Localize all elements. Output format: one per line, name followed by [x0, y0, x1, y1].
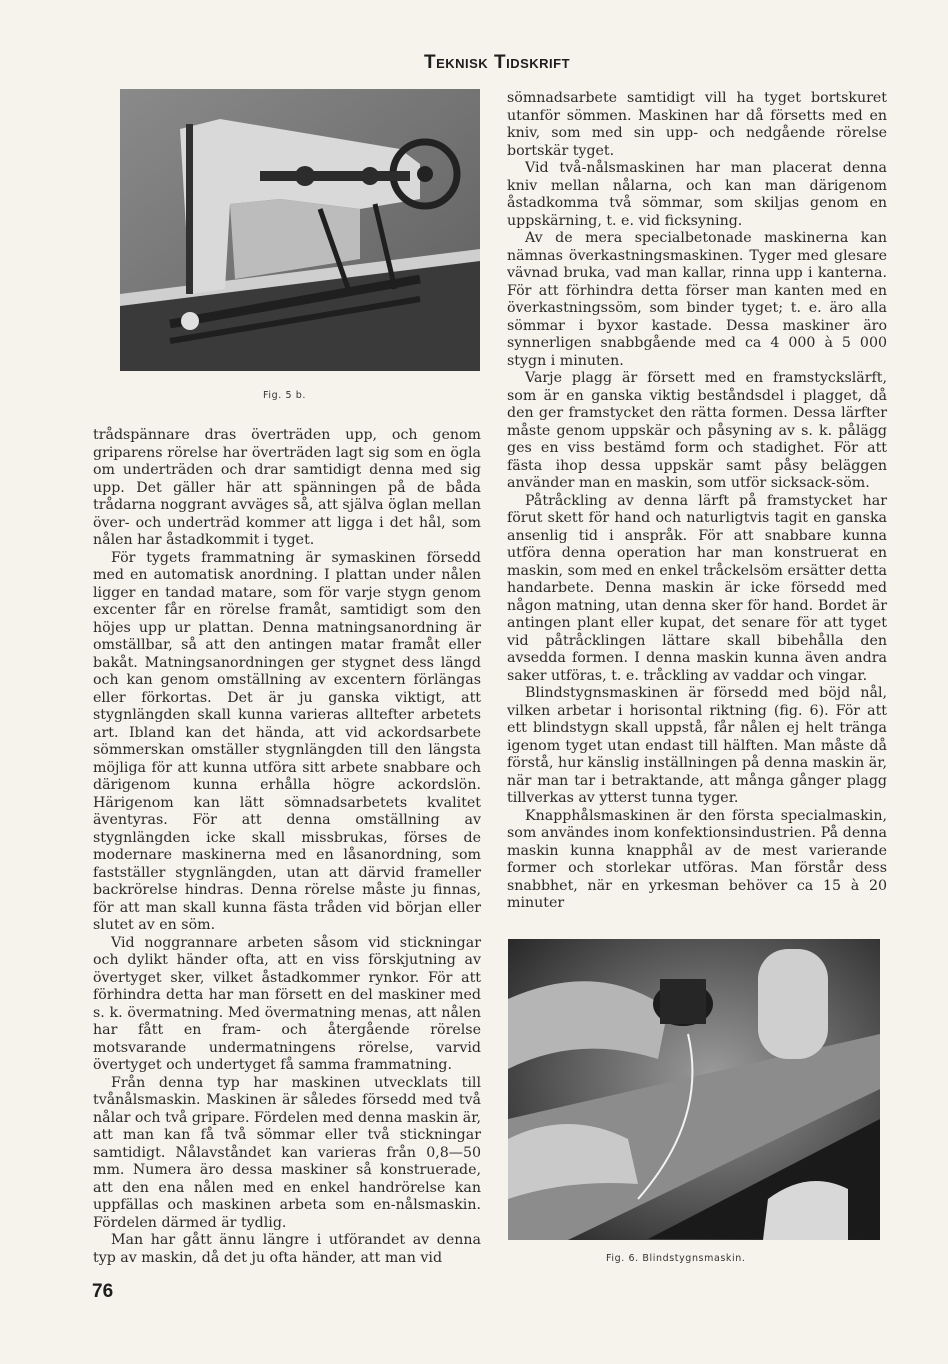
left-text-column — [93, 427, 481, 1267]
blindstitch-machine-illustration — [508, 939, 880, 1240]
page-number: 76 — [92, 1281, 114, 1302]
figure-6-caption: Fig. 6. Blindstygnsmaskin. — [606, 1253, 746, 1264]
left-paragraph-4: Från denna typ har maskinen utvecklats till tvånålsmaskin. Maskinen är således försedd med två nålar och två gripare. Fördelen med denna maskin är, att man kan få två sömmar eller två stickningar samtidigt. Nålavståndet kan varieras från 0,8—50 mm. Numera äro dessa maskiner så konstruerade, att den ena nålen med en enkel handrörelse kan uppfällas och maskinen arbeta som en-nålsmaskin. Fördelen därmed är tydlig. — [93, 1074, 481, 1231]
right-paragraph-1: sömnadsarbete samtidigt vill ha tyget bortskuret utanför sömmen. Maskinen har då försetts med en kniv, som med sin upp- och nedgående rörelse bortskär tyget. — [507, 90, 887, 159]
right-paragraph-4: Varje plagg är försett med en framstyckslärft, som är en ganska viktig beståndsdel i plagget, då den ger framstycket den rätta formen. Dessa lärfter måste genom uppskär och påsyning av s. k. pålägg ges en viss bestämd form och stadighet. För att fästa ihop dessa uppskär samt påsy beläggen använder man en maskin, som utför sicksack-söm. — [507, 370, 887, 491]
page-header-title: Teknisk Tidskrift — [423, 52, 571, 73]
right-paragraph-5: Påtråckling av denna lärft på framstycket har förut skett för hand och naturligtvis tagit en ganska ansenlig tid i anspråk. För att snabbare kunna utföra denna operation har man konstruerat en maskin, som med en enkel tråckelsöm ersätter detta handarbete. Denna maskin är icke försedd med någon matning, utan denna sker för hand. Bordet är antingen plant eller kupat, det senare för att tyget vid påtråcklingen lättare skall bibehålla den avsedda formen. I denna maskin kunna även andra saker utföras, t. e. tråckling av vaddar och vingar. — [507, 492, 887, 684]
right-paragraph-6: Blindstygnsmaskinen är försedd med böjd nål, vilken arbetar i horisontal riktning (fig. 6). För att ett blindstygn skall uppstå, får nålen ej helt tränga igenom tyget utan endast till hälften. Man måste då förstå, hur känslig inställningen på denna maskin är, när man tar i betraktande, att många gånger plagg tillverkas av ytterst tunna tyger. — [507, 685, 887, 806]
left-paragraph-2: För tygets frammatning är symaskinen försedd med en automatisk anordning. I plattan under nålen ligger en tandad matare, som för varje stygn genom excenter får en rörelse framåt, samtidigt som den höjes upp ur plattan. Denna matningsanordning är omställbar, så att den antingen matar framåt eller bakåt. Matningsanordningen ger stygnet dess längd och kan genom omställning av excentern förlängas eller förkortas. Det är ju ganska viktigt, att stygnlängden skall kunna varieras alltefter arbetets art. Ibland kan det hända, att vid ackordsarbete sömmerskan omställer stygnlängden till den längsta möjliga för att kunna utföra sitt arbete snabbare och därigenom kunna erhålla högre ackordslön. Härigenom kan lätt sömnadsarbetets kvalitet äventyras. För att denna omställning av stygnlängden icke skall missbrukas, förses de modernare maskinerna med en låsanordning, som fastställer stygnlängden, utan att därvid frameller backrörelse hindras. Denna rörelse måste ju finnas, för att man skall kunna fästa tråden vid början eller slutet av en söm. — [93, 549, 481, 933]
right-paragraph-3: Av de mera specialbetonade maskinerna kan nämnas överkastningsmaskinen. Tyger med glesare vävnad bruka, vad man kallar, rinna upp i kanterna. För att förhindra detta förser man kanten med en överkastningssöm, som binder tyget; t. e. äro alla sömmar i byxor kastade. Dessa maskiner äro synnerligen snabbgående med ca 4 000 à 5 000 stygn i minuten. — [507, 230, 887, 369]
right-text-column — [507, 90, 887, 913]
blindstitch-machine-photo — [508, 939, 880, 1240]
right-paragraph-7: Knapphålsmaskinen är den första specialmaskin, som användes inom konfektionsindustrien. På denna maskin kunna knapphål av de mest varierande former och storlekar utföras. Man förstår dess snabbhet, när en yrkesman behöver ca 15 à 20 minuter — [507, 807, 887, 911]
left-paragraph-1: trådspännare dras överträden upp, och genom griparens rörelse har överträden lagt sig som en ögla om underträden och drar samtidigt denna med sig upp. Det gäller här att spänningen på de båda trådarna noggrant avväges så, att själva öglan mellan över- och underträd kommer att ligga i det hål, som nålen har åstadkommit i tyget. — [93, 427, 481, 548]
sewing-machine-photo — [120, 89, 480, 371]
left-paragraph-5: Man har gått ännu längre i utförandet av denna typ av maskin, då det ju ofta händer, att man vid — [93, 1232, 481, 1266]
figure-5b-caption: Fig. 5 b. — [263, 390, 306, 401]
right-paragraph-2: Vid två-nålsmaskinen har man placerat denna kniv mellan nålarna, och kan man därigenom åstadkomma två sömmar, som skiljas genom en uppskärning, t. e. vid ficksyning. — [507, 160, 887, 229]
left-paragraph-3: Vid noggrannare arbeten såsom vid stickningar och dylikt händer ofta, att en viss förskjutning av övertyget sker, vilket åstadkommer rynkor. För att förhindra detta har man försett en del maskiner med s. k. övermatning. Med övermatning menas, att nålen har fått en fram- och återgående rörelse motsvarande undermatningens rörelse, varvid övertyget och undertyget få samma frammatning. — [93, 934, 481, 1073]
sewing-machine-illustration — [120, 89, 480, 371]
